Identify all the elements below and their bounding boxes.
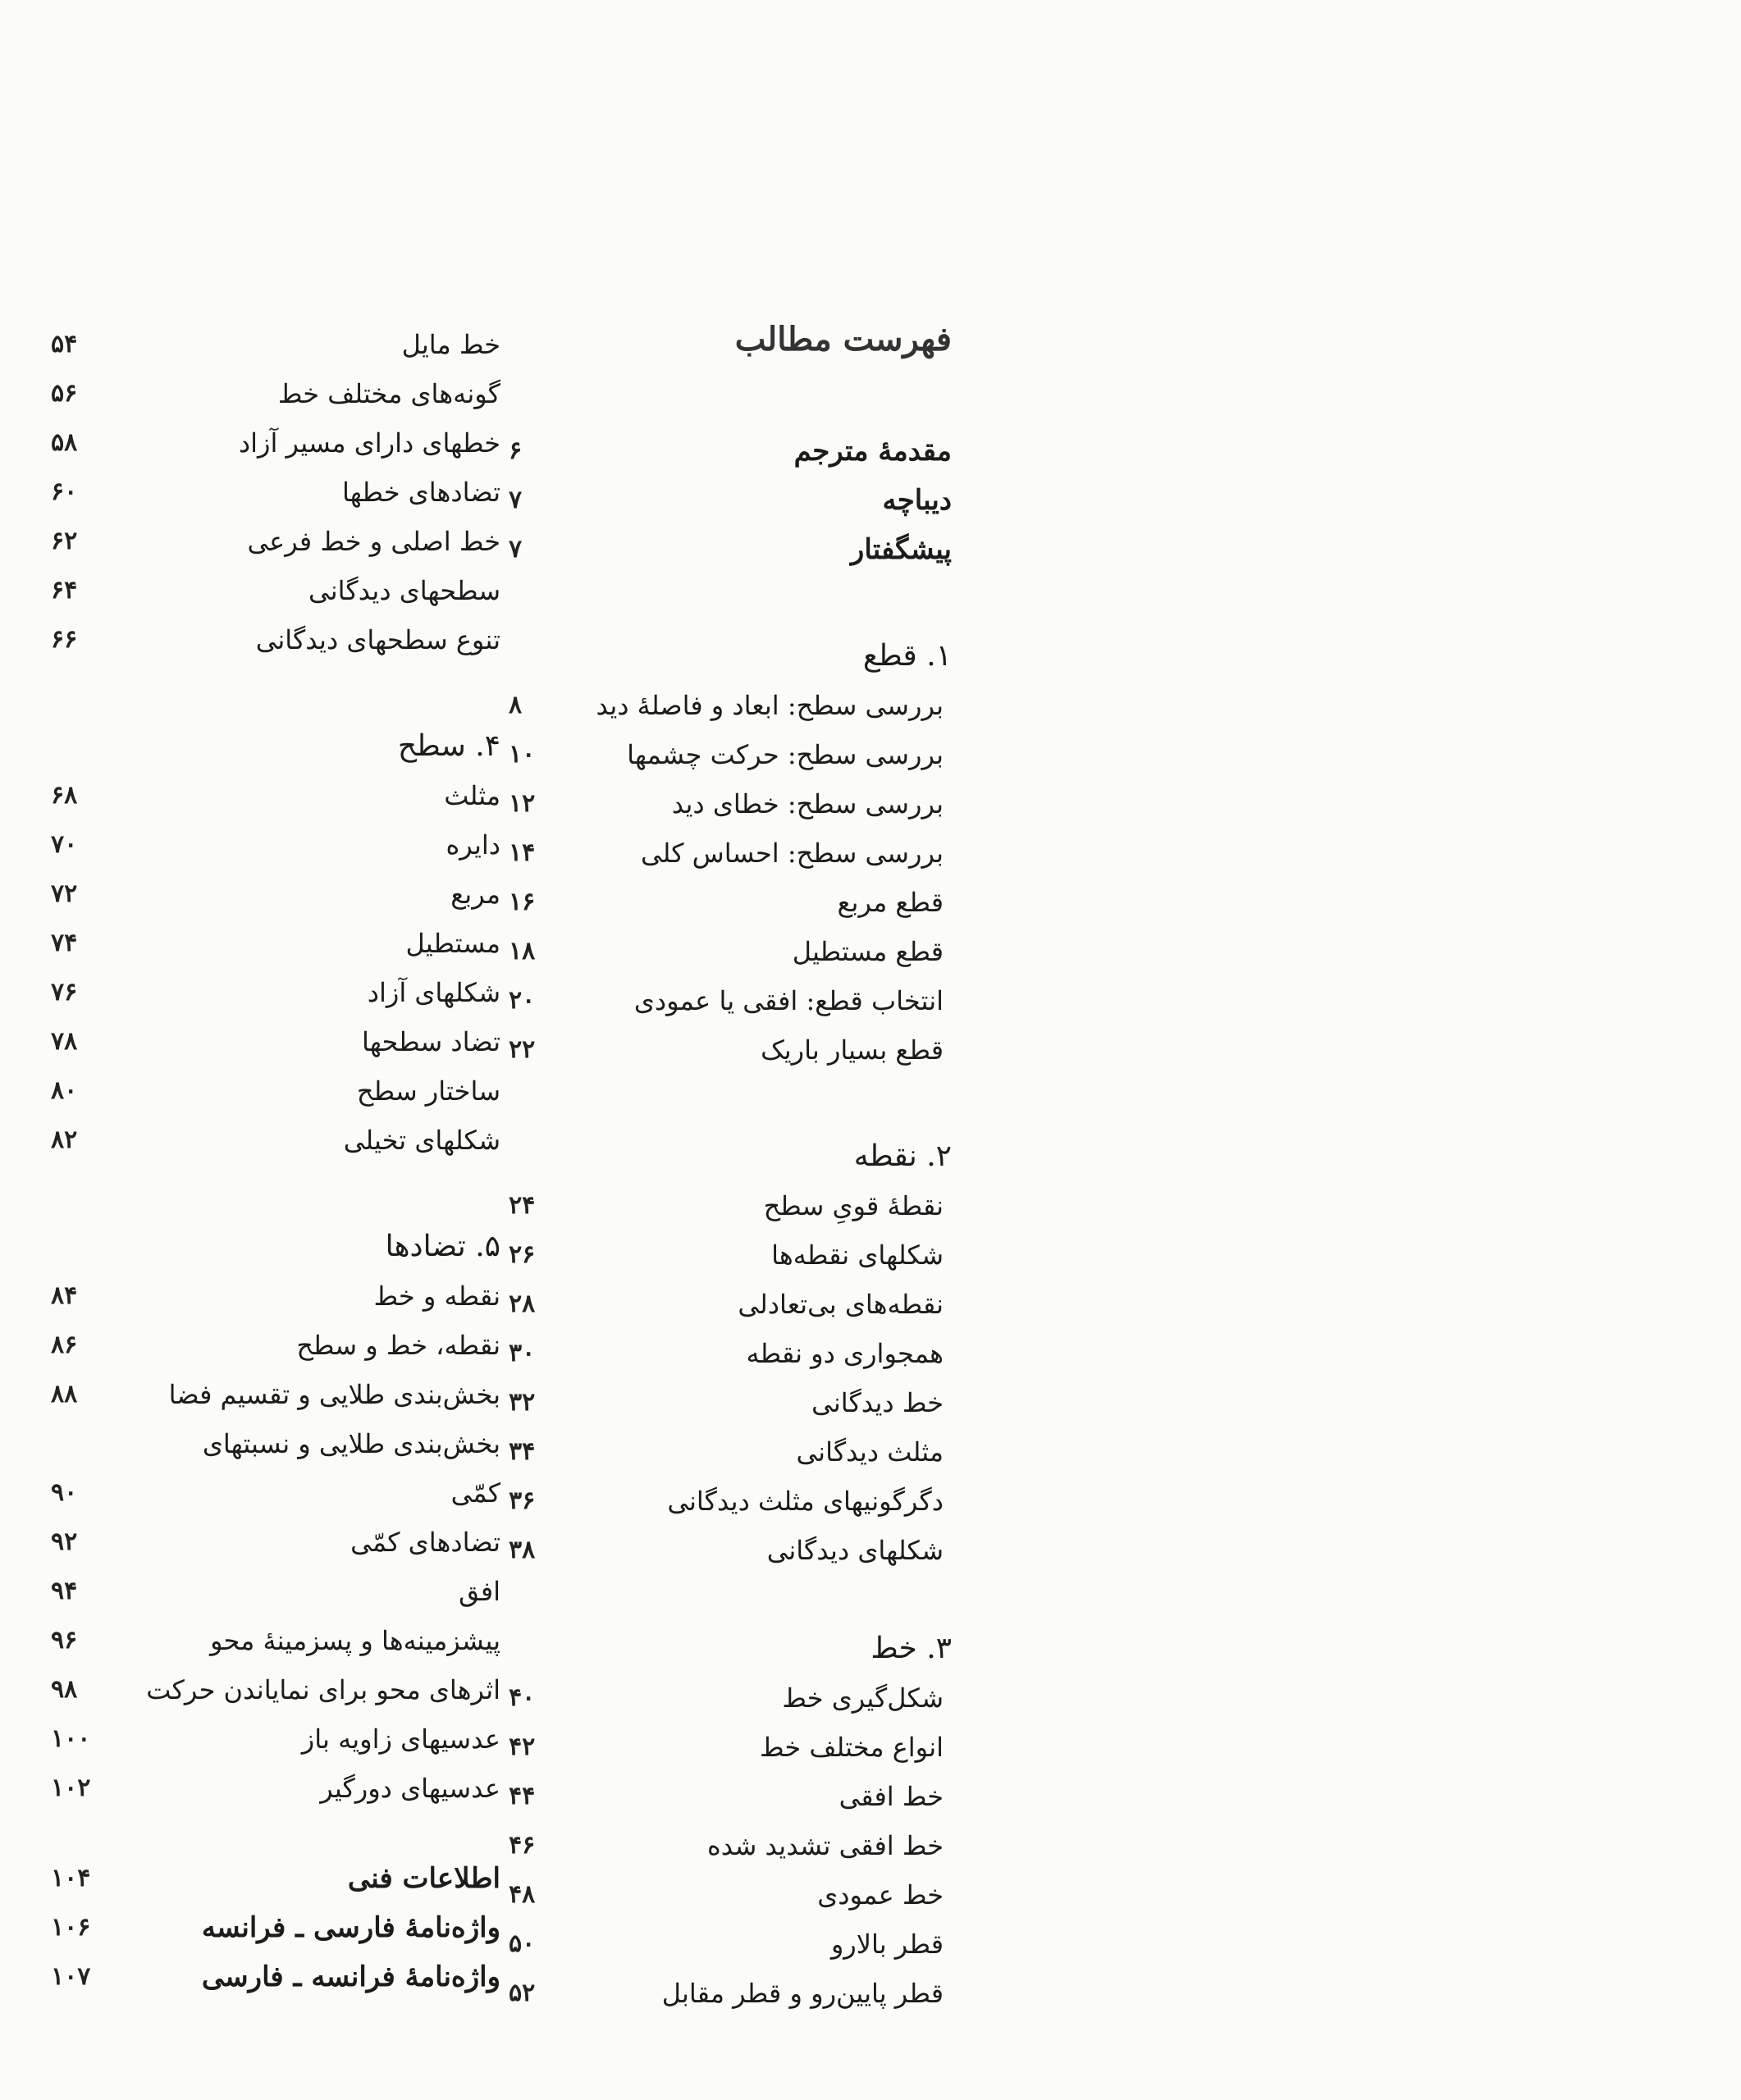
- toc-page-number: ۲۸: [509, 1290, 536, 1318]
- toc-page-number: ۳۰: [509, 1339, 536, 1367]
- toc-page-number: ۶۶: [51, 625, 78, 654]
- toc-entry: [41, 771, 500, 820]
- toc-entry-title: دایره: [446, 829, 500, 861]
- toc-entry-title: اثرهای محو برای نمایاندن حرکت: [146, 1674, 500, 1705]
- toc-entry: [41, 1903, 500, 1952]
- toc-entry-title: خط افقی: [839, 1781, 944, 1812]
- toc-entry: [492, 1329, 952, 1378]
- toc-chapter-heading: [41, 722, 500, 771]
- toc-entry: [492, 730, 952, 779]
- toc-page-number: ۷۰: [51, 830, 78, 859]
- toc-entry-title: قطر پایین‌رو و قطر مقابل: [661, 1978, 944, 2009]
- toc-page-number: ۲۲: [509, 1035, 536, 1064]
- toc-entry: [492, 1673, 952, 1723]
- toc-page-number: ۶۲: [51, 527, 78, 555]
- toc-page-number: ۸۶: [51, 1331, 78, 1359]
- toc-entry: [41, 870, 500, 919]
- toc-page-number: ۸۰: [51, 1076, 78, 1105]
- toc-entry-title: خط مایل: [401, 329, 500, 360]
- toc-page-number: ۴۲: [509, 1732, 536, 1761]
- toc-entry-title: ۵. تضادها: [385, 1230, 500, 1263]
- toc-page-number: ۵۲: [509, 1979, 536, 2007]
- toc-entry-title: مقدمهٔ مترجم: [793, 435, 952, 468]
- toc-entry-title: واژه‌نامهٔ فارسی ـ فرانسه: [201, 1911, 500, 1944]
- toc-page-number: ۷۴: [51, 929, 78, 957]
- toc-entry-title: شکلهای آزاد: [367, 977, 500, 1008]
- toc-entry: [41, 1271, 500, 1321]
- toc-page-number: ۱۰۶: [51, 1913, 91, 1942]
- toc-entry-title: پیشگفتار: [850, 533, 952, 566]
- toc-entry-title: عدسیهای زاویه باز: [301, 1723, 500, 1755]
- toc-entry: [41, 1370, 500, 1419]
- toc-entry-title: ۲. نقطه: [853, 1139, 952, 1173]
- toc-page-number: ۵۴: [51, 330, 78, 358]
- toc-page-number: ۷: [509, 486, 523, 514]
- toc-entry-title: پیشزمینه‌ها و پسزمینهٔ محو: [209, 1625, 500, 1656]
- toc-entry-title: تضادهای خطها: [341, 477, 500, 508]
- toc-entry: [492, 976, 952, 1025]
- toc-entry: [41, 1665, 500, 1714]
- toc-entry: [492, 779, 952, 829]
- toc-page-number: ۹۶: [51, 1626, 78, 1655]
- toc-entry: [41, 615, 500, 664]
- toc-page-number: ۴۶: [509, 1831, 536, 1860]
- toc-entry-title: گونه‌های مختلف خط: [277, 378, 500, 409]
- toc-entry: [41, 1321, 500, 1370]
- toc-page-number: ۱۸: [509, 937, 536, 966]
- toc-entry: [41, 1616, 500, 1665]
- toc-entry: [41, 1468, 500, 1518]
- toc-page-number: ۲۶: [509, 1240, 536, 1269]
- toc-page-number: ۶: [509, 436, 523, 465]
- toc-entry-title: انتخاب قطع: افقی یا عمودی: [633, 985, 944, 1016]
- toc-entry-title: اطلاعات فنی: [347, 1862, 500, 1895]
- toc-entry-title: خط دیدگانی: [811, 1387, 944, 1418]
- toc-entry-title: شکلهای دیدگانی: [766, 1535, 944, 1566]
- toc-entry-title: قطع مربع: [837, 887, 944, 918]
- toc-entry-title: تنوع سطحهای دیدگانی: [255, 624, 500, 655]
- toc-entry: [41, 1952, 500, 2002]
- toc-entry: [41, 1854, 500, 1903]
- toc-entry-title: شکل‌گیری خط: [782, 1682, 944, 1714]
- toc-entry: [41, 566, 500, 615]
- toc-entry-title: بخش‌بندی طلایی و تقسیم فضا: [168, 1379, 500, 1410]
- toc-entry: [41, 820, 500, 870]
- toc-entry: [41, 968, 500, 1017]
- toc-page-number: ۱۰۷: [51, 1962, 91, 1991]
- toc-entry: [41, 1116, 500, 1165]
- toc-entry-title: نقطه، خط و سطح: [296, 1330, 500, 1361]
- toc-entry-title: شکلهای نقطه‌ها: [771, 1239, 944, 1271]
- toc-entry-title: خطهای دارای مسیر آزاد: [238, 427, 500, 459]
- toc-page-number: ۵۸: [51, 428, 78, 457]
- toc-entry: [492, 927, 952, 976]
- toc-entry-title: مثلث دیدگانی: [796, 1436, 944, 1468]
- toc-page-number: ۳۲: [509, 1388, 536, 1417]
- toc-entry-title: قطر بالارو: [830, 1929, 944, 1960]
- toc-entry-title: خط اصلی و خط فرعی: [247, 526, 500, 557]
- toc-entry-title: خط عمودی: [817, 1879, 944, 1911]
- toc-page-number: ۲۴: [509, 1191, 536, 1220]
- toc-entry-title: بخش‌بندی طلایی و نسبتهای: [202, 1428, 500, 1459]
- toc-page-number: ۷: [509, 535, 523, 564]
- toc-page-number: ۲۰: [509, 986, 536, 1015]
- toc-entry-title: ۱. قطع: [862, 639, 952, 673]
- toc-page-number: ۴۰: [509, 1683, 536, 1712]
- toc-entry-title: ۳. خط: [870, 1632, 952, 1665]
- toc-entry-title: بررسی سطح: خطای دید: [671, 788, 944, 819]
- toc-page-number: ۱۰۰: [51, 1724, 91, 1753]
- toc-page-number: ۳۴: [509, 1437, 536, 1466]
- toc-entry: [41, 320, 500, 369]
- toc-entry-title: مربع: [450, 879, 500, 910]
- toc-page-number: ۷۲: [51, 879, 78, 908]
- toc-entry: [492, 1477, 952, 1526]
- toc-entry-title: افق: [459, 1576, 500, 1607]
- toc-entry-title: ۴. سطح: [397, 729, 500, 763]
- toc-entry: [492, 476, 952, 525]
- toc-entry: [41, 1714, 500, 1764]
- toc-entry-title: نقطه و خط: [373, 1281, 500, 1312]
- toc-page-number: ۷۶: [51, 978, 78, 1007]
- toc-chapter-heading: [492, 632, 952, 681]
- toc-entry: [492, 878, 952, 927]
- toc-entry: [492, 1181, 952, 1230]
- toc-entry: [492, 1969, 952, 2018]
- toc-page-number: ۱۰: [509, 740, 536, 769]
- toc-page-number: ۶۴: [51, 576, 78, 605]
- toc-entry: [492, 1772, 952, 1821]
- toc-title: فهرست مطالب: [734, 320, 952, 358]
- toc-page-number: ۸۸: [51, 1380, 78, 1408]
- toc-entry-title: همجواری دو نقطه: [746, 1338, 944, 1369]
- toc-page-number: ۹۸: [51, 1675, 78, 1704]
- toc-page-number: ۵۶: [51, 379, 78, 408]
- toc-page-number: ۸۲: [51, 1125, 78, 1154]
- toc-entry: [492, 1920, 952, 1969]
- toc-entry-title: سطحهای دیدگانی: [308, 575, 500, 606]
- toc-page-number: ۱۲: [509, 789, 536, 818]
- toc-entry: [41, 919, 500, 968]
- toc-chapter-heading: [492, 1132, 952, 1181]
- toc-entry-title: واژه‌نامهٔ فرانسه ـ فارسی: [201, 1961, 500, 1993]
- toc-entry: [41, 418, 500, 468]
- toc-page-number: ۳۸: [509, 1536, 536, 1564]
- toc-page-number: ۱۴: [509, 838, 536, 867]
- toc-entry-title: انواع مختلف خط: [760, 1732, 944, 1763]
- toc-entry: [41, 1764, 500, 1813]
- toc-entry: [41, 468, 500, 517]
- toc-entry-title: ساختار سطح: [356, 1075, 500, 1107]
- toc-entry: [492, 1280, 952, 1329]
- toc-entry-title: کمّی: [450, 1477, 500, 1509]
- toc-entry: [41, 517, 500, 566]
- toc-entry-title: تضاد سطحها: [361, 1026, 500, 1057]
- toc-entry-title: بررسی سطح: ابعاد و فاصلهٔ دید: [596, 690, 944, 721]
- toc-entry: [492, 1025, 952, 1075]
- toc-page-number: ۵۰: [509, 1929, 536, 1958]
- toc-entry: [492, 1870, 952, 1920]
- toc-entry: [41, 1518, 500, 1567]
- toc-chapter-heading: [492, 1624, 952, 1673]
- toc-entry-title: دیباچه: [882, 484, 952, 517]
- toc-page-number: ۶۰: [51, 477, 78, 506]
- toc-entry: [492, 1427, 952, 1477]
- toc-entry: [41, 1066, 500, 1116]
- toc-page-number: ۶۸: [51, 781, 78, 810]
- toc-entry-title: مستطیل: [405, 928, 500, 959]
- toc-entry-title: نقطه‌های بی‌تعادلی: [738, 1289, 944, 1320]
- toc-page-number: ۴۸: [509, 1880, 536, 1909]
- toc-entry: [492, 1723, 952, 1772]
- toc-page-number: ۷۸: [51, 1027, 78, 1056]
- toc-page-number: ۱۶: [509, 888, 536, 916]
- toc-entry: [492, 1378, 952, 1427]
- toc-page-number: ۸۴: [51, 1281, 78, 1310]
- toc-entry-title: عدسیهای دورگیر: [320, 1773, 500, 1804]
- toc-entry: [492, 1821, 952, 1870]
- toc-entry-title: خط افقی تشدید شده: [706, 1830, 944, 1861]
- toc-page-number: ۹۲: [51, 1527, 78, 1556]
- toc-entry-title: بررسی سطح: حرکت چشمها: [627, 739, 944, 770]
- toc-entry: [492, 1230, 952, 1280]
- toc-entry-title: مثلث: [444, 780, 500, 811]
- toc-page-number: ۴۴: [509, 1782, 536, 1810]
- toc-entry: [41, 369, 500, 418]
- toc-entry-title: شکلهای تخیلی: [343, 1125, 500, 1156]
- toc-entry: [492, 829, 952, 878]
- toc-entry-title: دگرگونیهای مثلث دیدگانی: [667, 1486, 944, 1517]
- toc-entry: [492, 1526, 952, 1575]
- toc-entry: [41, 1567, 500, 1616]
- toc-page-number: ۱۰۲: [51, 1774, 91, 1802]
- toc-entry-title: تضادهای کمّی: [350, 1527, 500, 1558]
- toc-entry-title: نقطهٔ قویِ سطح: [763, 1190, 944, 1221]
- toc-entry-title: بررسی سطح: احساس کلی: [640, 838, 944, 869]
- toc-entry: [492, 681, 952, 730]
- toc-entry: [41, 1017, 500, 1066]
- toc-page-number: ۹۴: [51, 1577, 78, 1605]
- toc-entry: [41, 1419, 500, 1468]
- toc-page-number: ۱۰۴: [51, 1864, 91, 1892]
- toc-entry: [492, 525, 952, 574]
- toc-page-number: ۸: [509, 691, 523, 719]
- toc-entry: [492, 427, 952, 476]
- toc-entry-title: قطع مستطیل: [792, 936, 944, 967]
- toc-page-number: ۹۰: [51, 1478, 78, 1507]
- toc-page-number: ۳۶: [509, 1486, 536, 1515]
- toc-chapter-heading: [41, 1222, 500, 1271]
- toc-entry-title: قطع بسیار باریک: [761, 1034, 944, 1066]
